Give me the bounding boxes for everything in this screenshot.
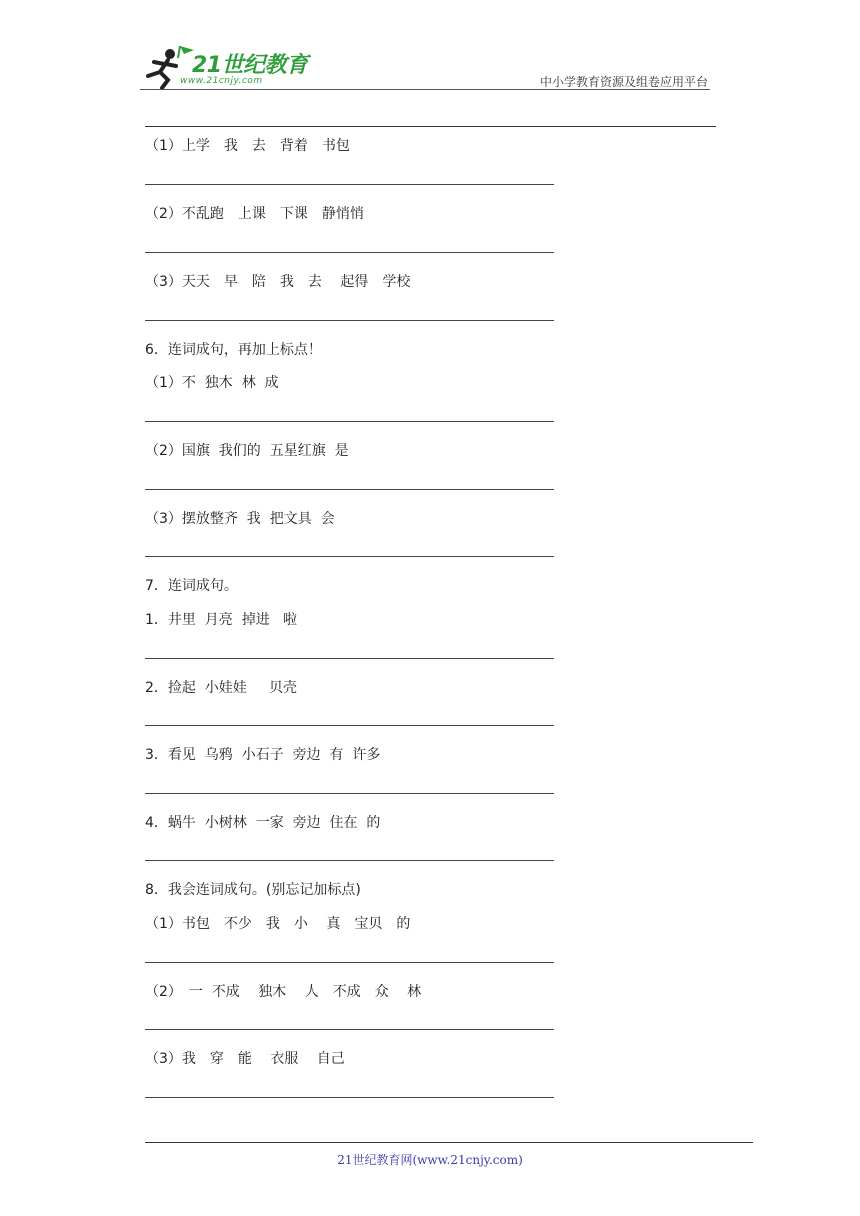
- q5-item-2: （2）不乱跑 上课 下课 静悄悄: [145, 206, 364, 222]
- header-divider: [140, 89, 710, 90]
- q7-item-3: 3．看见 乌鸦 小石子 旁边 有 许多: [145, 747, 381, 763]
- q8-item-3: （3）我 穿 能 衣服 自己: [145, 1051, 345, 1067]
- answer-line[interactable]: [145, 489, 554, 490]
- answer-line[interactable]: [145, 252, 554, 253]
- footer-link[interactable]: 21世纪教育网(www.21cnjy.com): [337, 1153, 523, 1167]
- answer-line[interactable]: [145, 725, 554, 726]
- answer-line[interactable]: [145, 556, 554, 557]
- q8-item-1: （1）书包 不少 我 小 真 宝贝 的: [145, 916, 411, 932]
- section-top-divider: [145, 126, 716, 127]
- q6-title: 6．连词成句，再加上标点！: [145, 342, 322, 358]
- footer-divider: [145, 1142, 753, 1143]
- answer-line[interactable]: [145, 1029, 554, 1030]
- answer-line[interactable]: [145, 962, 554, 963]
- q6-item-3: （3）摆放整齐 我 把文具 会: [145, 511, 335, 527]
- q5-item-3: （3）天天 早 陪 我 去 起得 学校: [145, 274, 411, 290]
- answer-line[interactable]: [145, 860, 554, 861]
- page-header: [0, 0, 860, 100]
- platform-name: 中小学教育资源及组卷应用平台: [539, 75, 708, 89]
- logo-text: 21世纪教育: [192, 53, 308, 78]
- answer-line[interactable]: [145, 658, 554, 659]
- logo-url: www.21cnjy.com: [180, 76, 263, 86]
- q6-item-1: （1）不 独木 林 成: [145, 375, 279, 391]
- q5-item-1: （1）上学 我 去 背着 书包: [145, 138, 350, 154]
- answer-line[interactable]: [145, 421, 554, 422]
- q8-title: 8．我会连词成句。(别忘记加标点): [145, 882, 361, 898]
- answer-line[interactable]: [145, 184, 554, 185]
- q7-title: 7．连词成句。: [145, 578, 238, 594]
- answer-line[interactable]: [145, 793, 554, 794]
- q8-item-2: （2） 一 不成 独木 人 不成 众 林: [145, 984, 422, 1000]
- answer-line[interactable]: [145, 320, 554, 321]
- answer-line[interactable]: [145, 1097, 554, 1098]
- site-logo[interactable]: [140, 42, 320, 92]
- q6-item-2: （2）国旗 我们的 五星红旗 是: [145, 443, 349, 459]
- q7-item-1: 1．井里 月亮 掉进 啦: [145, 612, 298, 628]
- q7-item-4: 4．蜗牛 小树林 一家 旁边 住在 的: [145, 815, 381, 831]
- q7-item-2: 2．捡起 小娃娃 贝壳: [145, 680, 298, 696]
